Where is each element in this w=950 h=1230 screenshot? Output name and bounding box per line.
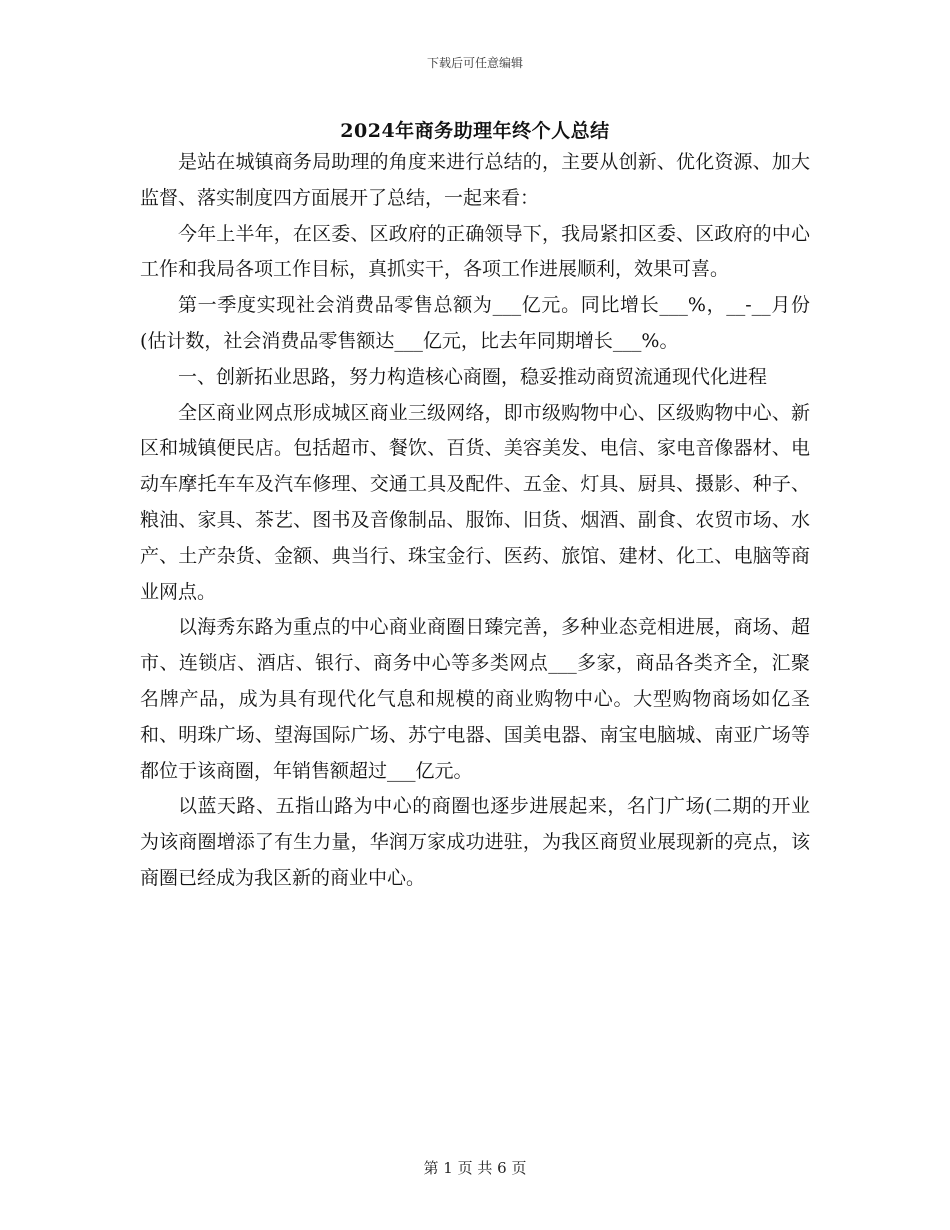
paragraph-commercial-network: 全区商业网点形成城区商业三级网络，即市级购物中心、区级购物中心、新区和城镇便民店。包括超市、餐饮、百货、美容美发、电信、家电音像器材、电动车摩托车车及汽车修理、交通工具及配件、五金、灯具、厨具、摄影、种子、粮油、家具、茶艺、图书及音像制品、服饰、旧货、烟酒、副食、农贸市场、水产、土产杂货、金额、典当行、珠宝金行、医药、旅馆、建材、化工、电脑等商业网点。 bbox=[140, 401, 810, 603]
paragraph-lantian-district: 以蓝天路、五指山路为中心的商圈也逐步进展起来，名门广场(二期的开业为该商圈增添了有生力量，华润万家成功进驻，为我区商贸业展现新的亮点，该商圈已经成为我区新的商业中心。 bbox=[140, 795, 810, 889]
paragraph-q1-stats: 第一季度实现社会消费品零售总额为___亿元。同比增长___%，__-__月份(估计数，社会消费品零售额达___亿元，比去年同期增长___%。 bbox=[140, 294, 810, 352]
paragraph-haixiu-district: 以海秀东路为重点的中心商业商圈日臻完善，多种业态竞相进展，商场、超市、连锁店、酒店、银行、商务中心等多类网点___多家，商品各类齐全，汇聚名牌产品，成为具有现代化气息和规模的商业购物中心。大型购物商场如亿圣和、明珠广场、望海国际广场、苏宁电器、国美电器、南宝电脑城、南亚广场等都位于该商圈，年销售额超过___亿元。 bbox=[140, 616, 810, 782]
section-heading-1: 一、创新拓业思路，努力构造核心商圈，稳妥推动商贸流通现代化进程 bbox=[178, 365, 768, 388]
page-number: 第 1 页 共 6 页 bbox=[423, 1159, 527, 1177]
document-body bbox=[140, 145, 810, 897]
header-note: 下载后可任意编辑 bbox=[426, 56, 523, 70]
document-title: 2024年商务助理年终个人总结 bbox=[340, 120, 610, 142]
paragraph-first-half: 今年上半年，在区委、区政府的正确领导下，我局紧扣区委、区政府的中心工作和我局各项工作目标，真抓实干，各项工作进展顺利，效果可喜。 bbox=[140, 222, 810, 281]
paragraph-intro: 是站在城镇商务局助理的角度来进行总结的，主要从创新、优化资源、加大监督、落实制度四方面展开了总结，一起来看： bbox=[140, 151, 810, 209]
